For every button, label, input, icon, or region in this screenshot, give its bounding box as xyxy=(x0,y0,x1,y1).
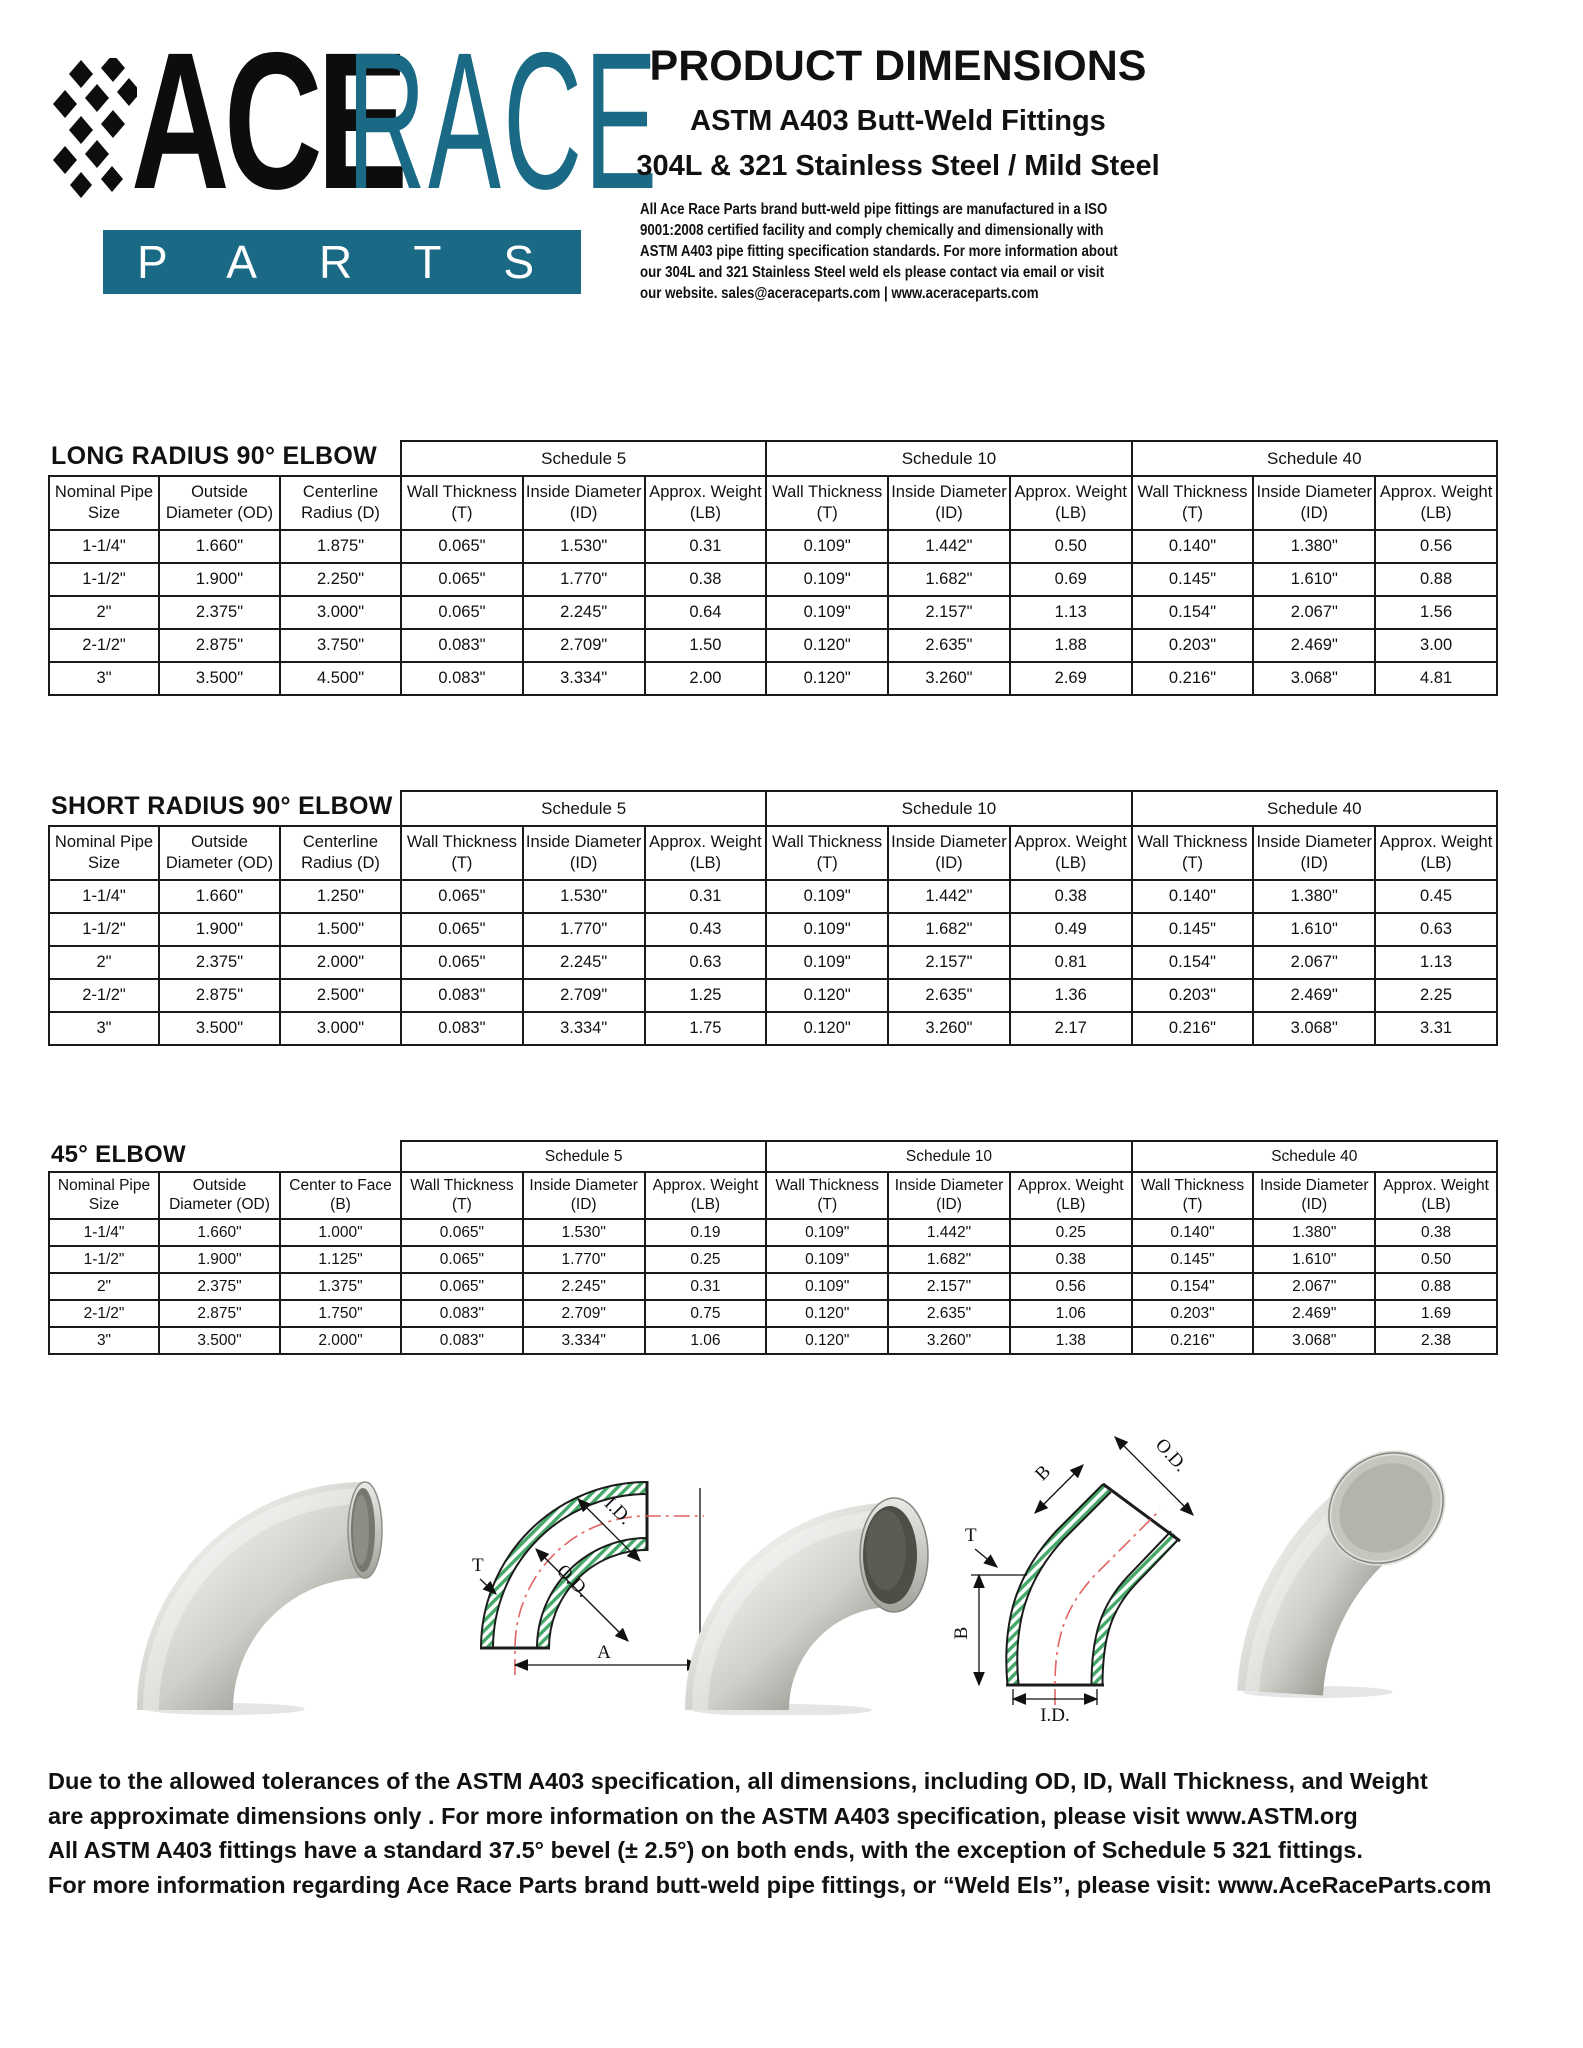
dim-label-id: I.D. xyxy=(600,1493,636,1529)
table-row xyxy=(49,1327,1497,1354)
table-cell: 1.660" xyxy=(159,880,280,913)
table-cell: 0.75 xyxy=(645,1300,767,1327)
table-body xyxy=(49,1219,1497,1354)
table-cell: 2.469" xyxy=(1253,629,1375,662)
col-header-wall: Wall Thickness (T) xyxy=(401,1172,523,1219)
photo-45-elbow xyxy=(1218,1413,1463,1698)
table-cell: 0.64 xyxy=(645,596,767,629)
intro-paragraph: All Ace Race Parts brand butt-weld pipe fittings are manufactured in a ISO 9001:2008 certified facility and comply chemically and dimensionally with ASTM A403 pipe fitting specification standards. For more information about our 304L and 321 Stainless Steel weld els please contact via email or visit our website. sales@aceraceparts.com | www.aceraceparts.com xyxy=(640,201,1118,303)
page-subtitle-spec: ASTM A403 Butt-Weld Fittings xyxy=(690,105,1106,137)
table-cell: 0.083" xyxy=(401,1012,523,1045)
table-cell: 0.145" xyxy=(1132,1246,1254,1273)
footer-line-2: are approximate dimensions only . For more information on the ASTM A403 specification, please visit www.ASTM.org xyxy=(48,1802,1358,1829)
dim-label-b-left: B xyxy=(951,1626,972,1640)
table-cell: 1.56 xyxy=(1375,596,1497,629)
col-header-id: Inside Diameter (ID) xyxy=(1253,476,1375,530)
table-cell: 0.154" xyxy=(1132,1273,1254,1300)
table-cell: 2.157" xyxy=(888,596,1010,629)
table-cell: 0.203" xyxy=(1132,979,1254,1012)
table-cell: 3.500" xyxy=(159,1012,280,1045)
footer-line-4: For more information regarding Ace Race Parts brand butt-weld pipe fittings, or “Weld Els”, please visit: www.AceRaceParts.com xyxy=(48,1871,1492,1898)
table-cell: 2.067" xyxy=(1253,1273,1375,1300)
col-header-id: Inside Diameter (ID) xyxy=(888,476,1010,530)
footer-line-1: Due to the allowed tolerances of the ASTM A403 specification, all dimensions, including OD, ID, Wall Thickness, and Weight xyxy=(48,1768,1428,1794)
table-cell: 1.442" xyxy=(888,880,1010,913)
table-cell: 1.06 xyxy=(645,1327,767,1354)
table-cell: 1.380" xyxy=(1253,1219,1375,1246)
table-cell: 2-1/2" xyxy=(49,1300,159,1327)
table-cell: 1.06 xyxy=(1010,1300,1132,1327)
table-row xyxy=(49,1300,1497,1327)
table-cell: 4.81 xyxy=(1375,662,1497,695)
table-cell: 0.140" xyxy=(1132,1219,1254,1246)
col-header-id: Inside Diameter (ID) xyxy=(523,476,645,530)
col-header-od: Outside Diameter (OD) xyxy=(159,476,280,530)
table-cell: 0.065" xyxy=(401,946,523,979)
table-cell: 3" xyxy=(49,662,159,695)
schedule-40-header: Schedule 40 xyxy=(1132,791,1497,826)
table-cell: 2.000" xyxy=(280,1327,401,1354)
logo-race-text: RACE xyxy=(347,12,660,230)
dim-label-b-top: B xyxy=(1031,1461,1056,1486)
table-cell: 0.065" xyxy=(401,596,523,629)
table-cell: 0.145" xyxy=(1132,913,1254,946)
table-cell: 2.000" xyxy=(280,946,401,979)
table-cell: 0.50 xyxy=(1010,530,1132,563)
table-cell: 0.38 xyxy=(645,563,767,596)
table-cell: 1.36 xyxy=(1010,979,1132,1012)
table-cell: 1.442" xyxy=(888,530,1010,563)
page-title: PRODUCT DIMENSIONS xyxy=(649,42,1147,90)
col-header-wall: Wall Thickness (T) xyxy=(766,826,888,880)
table-cell: 0.31 xyxy=(645,530,767,563)
elbow-45-table xyxy=(48,1140,1498,1355)
table-cell: 0.38 xyxy=(1010,880,1132,913)
table-row xyxy=(49,662,1497,695)
dim-label-od: O.D. xyxy=(552,1560,594,1602)
table-cell: 2.067" xyxy=(1253,596,1375,629)
table-cell: 0.065" xyxy=(401,1219,523,1246)
col-header-od: Outside Diameter (OD) xyxy=(159,1172,280,1219)
table-cell: 1.682" xyxy=(888,563,1010,596)
dim-label-id: I.D. xyxy=(1040,1705,1070,1725)
table-cell: 2.709" xyxy=(523,979,645,1012)
table-cell: 3.260" xyxy=(888,662,1010,695)
table-cell: 0.109" xyxy=(766,1273,888,1300)
table-cell: 2-1/2" xyxy=(49,979,159,1012)
table-cell: 1-1/4" xyxy=(49,880,159,913)
col-header-id: Inside Diameter (ID) xyxy=(888,826,1010,880)
table-cell: 2" xyxy=(49,1273,159,1300)
table-cell: 2.245" xyxy=(523,1273,645,1300)
table-cell: 2" xyxy=(49,596,159,629)
table-cell: 1.125" xyxy=(280,1246,401,1273)
table-cell: 0.120" xyxy=(766,629,888,662)
table-cell: 3.334" xyxy=(523,1327,645,1354)
table-cell: 0.216" xyxy=(1132,1012,1254,1045)
table-cell: 2.157" xyxy=(888,946,1010,979)
table-cell: 0.38 xyxy=(1375,1219,1497,1246)
table-cell: 1-1/2" xyxy=(49,563,159,596)
table-cell: 1.69 xyxy=(1375,1300,1497,1327)
schedule-10-header: Schedule 10 xyxy=(766,1141,1131,1172)
table-cell: 0.120" xyxy=(766,1012,888,1045)
col-header-radius: Centerline Radius (D) xyxy=(280,826,401,880)
table-cell: 0.56 xyxy=(1010,1273,1132,1300)
table-cell: 1.900" xyxy=(159,563,280,596)
table-cell: 0.065" xyxy=(401,563,523,596)
table-cell: 1.25 xyxy=(645,979,767,1012)
table-cell: 0.38 xyxy=(1010,1246,1132,1273)
col-header-id: Inside Diameter (ID) xyxy=(523,826,645,880)
table-cell: 0.120" xyxy=(766,1300,888,1327)
table-row xyxy=(49,1273,1497,1300)
table-cell: 0.109" xyxy=(766,913,888,946)
table-cell: 0.083" xyxy=(401,1300,523,1327)
schedule-5-header: Schedule 5 xyxy=(401,1141,766,1172)
table-cell: 0.109" xyxy=(766,596,888,629)
table-cell: 3.00 xyxy=(1375,629,1497,662)
table-cell: 1.442" xyxy=(888,1219,1010,1246)
product-figures xyxy=(0,1395,1583,1730)
ace-race-parts-logo xyxy=(45,12,660,302)
col-header-weight: Approx. Weight (LB) xyxy=(645,476,767,530)
table-cell: 2.635" xyxy=(888,979,1010,1012)
table-cell: 0.083" xyxy=(401,979,523,1012)
table-cell: 0.69 xyxy=(1010,563,1132,596)
table-cell: 0.63 xyxy=(1375,913,1497,946)
table-cell: 0.31 xyxy=(645,880,767,913)
table-cell: 2.469" xyxy=(1253,1300,1375,1327)
table-cell: 2.250" xyxy=(280,563,401,596)
table-cell: 2.635" xyxy=(888,1300,1010,1327)
table-cell: 2.067" xyxy=(1253,946,1375,979)
table-cell: 1.530" xyxy=(523,880,645,913)
col-header-weight: Approx. Weight (LB) xyxy=(1375,476,1497,530)
col-header-wall: Wall Thickness (T) xyxy=(766,476,888,530)
table-cell: 1.13 xyxy=(1010,596,1132,629)
table-row xyxy=(49,1246,1497,1273)
table-cell: 0.109" xyxy=(766,563,888,596)
table-cell: 3.068" xyxy=(1253,1012,1375,1045)
table-row xyxy=(49,913,1497,946)
table-cell: 0.154" xyxy=(1132,946,1254,979)
table-cell: 0.45 xyxy=(1375,880,1497,913)
schedule-5-header: Schedule 5 xyxy=(401,791,766,826)
table-cell: 2.157" xyxy=(888,1273,1010,1300)
dim-label-t: T xyxy=(965,1525,977,1546)
table-cell: 0.065" xyxy=(401,913,523,946)
table-cell: 1.375" xyxy=(280,1273,401,1300)
table-cell: 0.56 xyxy=(1375,530,1497,563)
schedule-40-header: Schedule 40 xyxy=(1132,1141,1497,1172)
col-header-id: Inside Diameter (ID) xyxy=(523,1172,645,1219)
table-cell: 0.81 xyxy=(1010,946,1132,979)
table-cell: 0.154" xyxy=(1132,596,1254,629)
table-cell: 3.000" xyxy=(280,1012,401,1045)
table-cell: 0.19 xyxy=(645,1219,767,1246)
table-cell: 2.875" xyxy=(159,629,280,662)
table-row xyxy=(49,979,1497,1012)
short-radius-90-elbow-table xyxy=(48,790,1498,1046)
table-cell: 3.068" xyxy=(1253,662,1375,695)
table-cell: 2.245" xyxy=(523,946,645,979)
table-cell: 0.203" xyxy=(1132,1300,1254,1327)
table-cell: 2.00 xyxy=(645,662,767,695)
table-cell: 1-1/4" xyxy=(49,1219,159,1246)
table-row xyxy=(49,629,1497,662)
table-cell: 0.25 xyxy=(645,1246,767,1273)
table-cell: 1.900" xyxy=(159,913,280,946)
col-header-weight: Approx. Weight (LB) xyxy=(1375,1172,1497,1219)
table-cell: 0.065" xyxy=(401,530,523,563)
col-header-wall: Wall Thickness (T) xyxy=(401,826,523,880)
table-cell: 0.88 xyxy=(1375,563,1497,596)
table-cell: 0.216" xyxy=(1132,1327,1254,1354)
col-header-nominal-size: Nominal Pipe Size xyxy=(49,476,159,530)
table-row xyxy=(49,563,1497,596)
table-cell: 1.13 xyxy=(1375,946,1497,979)
table-cell: 1.770" xyxy=(523,1246,645,1273)
table-cell: 0.083" xyxy=(401,662,523,695)
table-row xyxy=(49,1219,1497,1246)
col-header-id: Inside Diameter (ID) xyxy=(1253,1172,1375,1219)
table-cell: 0.203" xyxy=(1132,629,1254,662)
table-cell: 0.120" xyxy=(766,979,888,1012)
table-cell: 0.065" xyxy=(401,880,523,913)
table-cell: 3.334" xyxy=(523,662,645,695)
table-cell: 1.682" xyxy=(888,913,1010,946)
col-header-nominal-size: Nominal Pipe Size xyxy=(49,826,159,880)
table-cell: 0.63 xyxy=(645,946,767,979)
table-cell: 1.530" xyxy=(523,1219,645,1246)
logo-ace-text: ACE xyxy=(131,12,403,230)
table-cell: 2.25 xyxy=(1375,979,1497,1012)
table-cell: 2.635" xyxy=(888,629,1010,662)
table-cell: 2.375" xyxy=(159,596,280,629)
col-header-weight: Approx. Weight (LB) xyxy=(1010,476,1132,530)
col-header-wall: Wall Thickness (T) xyxy=(1132,826,1254,880)
col-header-radius: Centerline Radius (D) xyxy=(280,476,401,530)
col-header-weight: Approx. Weight (LB) xyxy=(645,826,767,880)
table-cell: 2.469" xyxy=(1253,979,1375,1012)
col-header-od: Outside Diameter (OD) xyxy=(159,826,280,880)
table-cell: 1.250" xyxy=(280,880,401,913)
table-cell: 0.065" xyxy=(401,1246,523,1273)
col-header-weight: Approx. Weight (LB) xyxy=(645,1172,767,1219)
col-header-id: Inside Diameter (ID) xyxy=(888,1172,1010,1219)
table-cell: 3.500" xyxy=(159,1327,280,1354)
logo-parts-text: PARTS xyxy=(137,236,597,288)
table-cell: 1.380" xyxy=(1253,530,1375,563)
table-cell: 2.875" xyxy=(159,1300,280,1327)
col-header-weight: Approx. Weight (LB) xyxy=(1375,826,1497,880)
table-row xyxy=(49,946,1497,979)
table-cell: 2.17 xyxy=(1010,1012,1132,1045)
table-cell: 0.109" xyxy=(766,880,888,913)
footer-line-3: All ASTM A403 fittings have a standard 37.5° bevel (± 2.5°) on both ends, with the exception of Schedule 5 321 fittings. xyxy=(48,1837,1363,1863)
diagram-45-elbow xyxy=(935,1395,1215,1725)
col-header-center-to-face: Center to Face (B) xyxy=(280,1172,401,1219)
col-header-weight: Approx. Weight (LB) xyxy=(1010,826,1132,880)
table-row xyxy=(49,530,1497,563)
table-cell: 2.709" xyxy=(523,629,645,662)
col-header-id: Inside Diameter (ID) xyxy=(1253,826,1375,880)
table-cell: 2-1/2" xyxy=(49,629,159,662)
long-radius-section xyxy=(48,440,1498,696)
table-cell: 0.120" xyxy=(766,1327,888,1354)
dim-label-t: T xyxy=(472,1555,484,1576)
table-cell: 3.260" xyxy=(888,1012,1010,1045)
dim-label-od: O.D. xyxy=(1150,1434,1192,1477)
table-cell: 3.750" xyxy=(280,629,401,662)
col-header-wall: Wall Thickness (T) xyxy=(1132,476,1254,530)
table-cell: 0.88 xyxy=(1375,1273,1497,1300)
table-title: 45° ELBOW xyxy=(51,1141,186,1168)
table-cell: 1.610" xyxy=(1253,1246,1375,1273)
table-cell: 3.260" xyxy=(888,1327,1010,1354)
table-cell: 0.50 xyxy=(1375,1246,1497,1273)
table-cell: 3" xyxy=(49,1327,159,1354)
photo-90-elbow-long-radius xyxy=(125,1400,455,1715)
short-radius-section xyxy=(48,790,1498,1046)
table-title: SHORT RADIUS 90° ELBOW xyxy=(51,791,393,820)
document-header xyxy=(628,42,1168,305)
table-cell: 2.375" xyxy=(159,1273,280,1300)
table-cell: 0.43 xyxy=(645,913,767,946)
table-cell: 0.145" xyxy=(1132,563,1254,596)
table-cell: 1.000" xyxy=(280,1219,401,1246)
table-cell: 1.380" xyxy=(1253,880,1375,913)
col-header-wall: Wall Thickness (T) xyxy=(1132,1172,1254,1219)
table-body xyxy=(49,880,1497,1045)
table-cell: 0.109" xyxy=(766,1219,888,1246)
table-cell: 1.38 xyxy=(1010,1327,1132,1354)
table-cell: 2" xyxy=(49,946,159,979)
long-radius-90-elbow-table xyxy=(48,440,1498,696)
table-cell: 1-1/2" xyxy=(49,913,159,946)
table-cell: 0.109" xyxy=(766,530,888,563)
table-cell: 0.25 xyxy=(1010,1219,1132,1246)
table-cell: 1.660" xyxy=(159,530,280,563)
table-cell: 2.709" xyxy=(523,1300,645,1327)
schedule-10-header: Schedule 10 xyxy=(766,791,1131,826)
schedule-10-header: Schedule 10 xyxy=(766,441,1131,476)
table-cell: 1-1/2" xyxy=(49,1246,159,1273)
table-cell: 1.50 xyxy=(645,629,767,662)
table-cell: 4.500" xyxy=(280,662,401,695)
table-cell: 1.530" xyxy=(523,530,645,563)
table-cell: 3" xyxy=(49,1012,159,1045)
table-cell: 1.875" xyxy=(280,530,401,563)
col-header-weight: Approx. Weight (LB) xyxy=(1010,1172,1132,1219)
table-cell: 0.120" xyxy=(766,662,888,695)
table-cell: 1-1/4" xyxy=(49,530,159,563)
table-title: LONG RADIUS 90° ELBOW xyxy=(51,441,378,470)
table-cell: 3.500" xyxy=(159,662,280,695)
dim-label-a: A xyxy=(597,1642,611,1663)
table-cell: 1.660" xyxy=(159,1219,280,1246)
table-cell: 3.31 xyxy=(1375,1012,1497,1045)
schedule-5-header: Schedule 5 xyxy=(401,441,766,476)
table-row xyxy=(49,1012,1497,1045)
table-cell: 3.000" xyxy=(280,596,401,629)
diagram-90-elbow xyxy=(462,1403,707,1703)
table-cell: 1.682" xyxy=(888,1246,1010,1273)
table-cell: 1.610" xyxy=(1253,563,1375,596)
table-cell: 0.109" xyxy=(766,946,888,979)
schedule-40-header: Schedule 40 xyxy=(1132,441,1497,476)
table-cell: 0.49 xyxy=(1010,913,1132,946)
table-cell: 1.770" xyxy=(523,913,645,946)
table-body xyxy=(49,530,1497,695)
table-cell: 0.065" xyxy=(401,1273,523,1300)
table-cell: 1.75 xyxy=(645,1012,767,1045)
table-cell: 0.140" xyxy=(1132,880,1254,913)
table-cell: 2.69 xyxy=(1010,662,1132,695)
table-cell: 0.083" xyxy=(401,1327,523,1354)
table-cell: 0.140" xyxy=(1132,530,1254,563)
table-cell: 2.500" xyxy=(280,979,401,1012)
table-cell: 2.38 xyxy=(1375,1327,1497,1354)
table-row xyxy=(49,596,1497,629)
col-header-wall: Wall Thickness (T) xyxy=(401,476,523,530)
table-cell: 0.109" xyxy=(766,1246,888,1273)
table-cell: 1.500" xyxy=(280,913,401,946)
table-cell: 0.083" xyxy=(401,629,523,662)
table-cell: 0.31 xyxy=(645,1273,767,1300)
table-cell: 2.875" xyxy=(159,979,280,1012)
col-header-nominal-size: Nominal Pipe Size xyxy=(49,1172,159,1219)
table-cell: 1.88 xyxy=(1010,629,1132,662)
table-cell: 1.610" xyxy=(1253,913,1375,946)
footer-notes xyxy=(48,1764,1526,1902)
table-cell: 1.900" xyxy=(159,1246,280,1273)
table-cell: 2.375" xyxy=(159,946,280,979)
table-cell: 1.750" xyxy=(280,1300,401,1327)
checkered-flag-icon xyxy=(51,58,137,218)
elbow-45-section xyxy=(48,1140,1498,1355)
table-cell: 1.770" xyxy=(523,563,645,596)
col-header-wall: Wall Thickness (T) xyxy=(766,1172,888,1219)
table-cell: 0.216" xyxy=(1132,662,1254,695)
table-cell: 3.334" xyxy=(523,1012,645,1045)
table-cell: 2.245" xyxy=(523,596,645,629)
table-row xyxy=(49,880,1497,913)
table-cell: 3.068" xyxy=(1253,1327,1375,1354)
page-subtitle-material: 304L & 321 Stainless Steel / Mild Steel xyxy=(636,150,1160,182)
logo-parts-bar xyxy=(103,230,597,294)
